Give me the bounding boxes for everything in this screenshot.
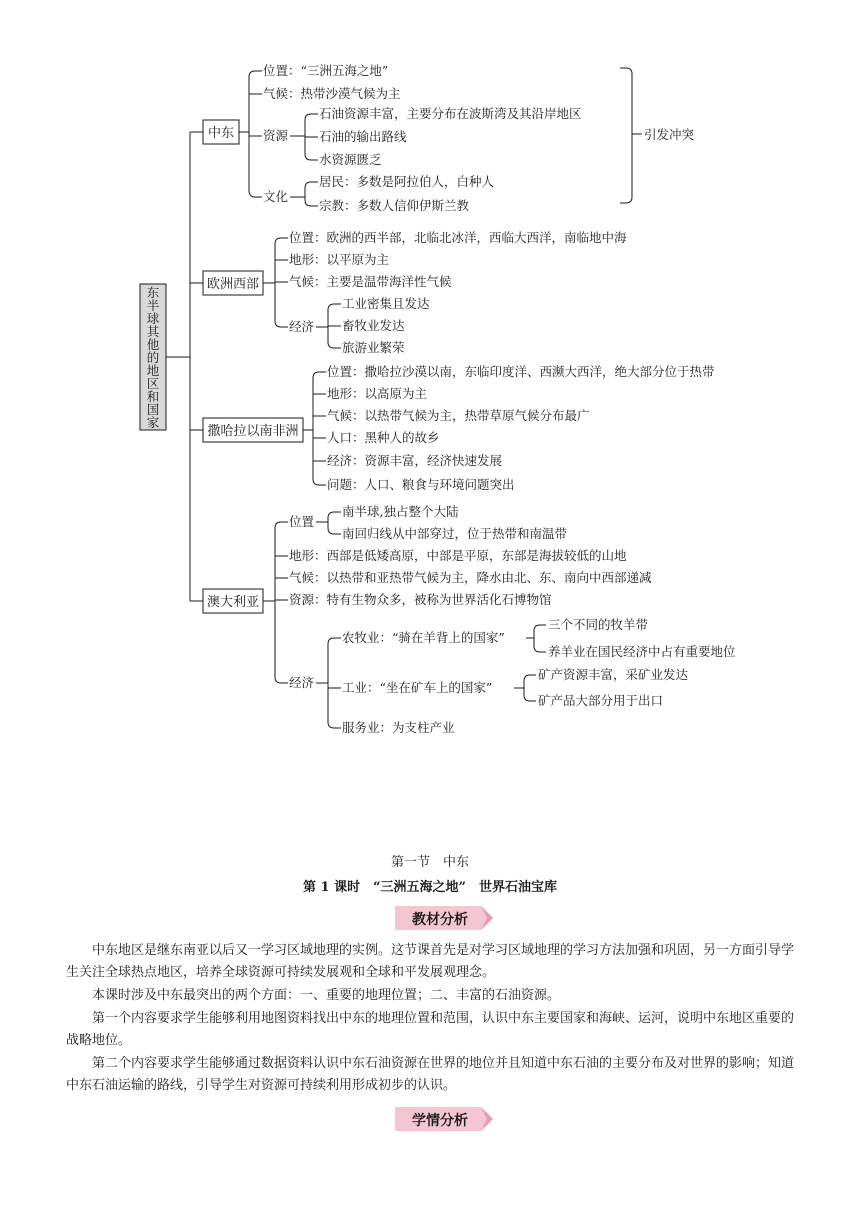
western-europe-economy-2: 畜牧业发达 [342, 318, 405, 333]
middle-east-resource-2: 石油的输出路线 [319, 129, 407, 144]
svg-text:家: 家 [146, 415, 160, 430]
australia-agriculture-item-2: 养羊业在国民经济中占有重要地位 [548, 644, 736, 659]
sub-saharan-item-1: 位置：撒哈拉沙漠以南，东临印度洋、西濒大西洋，绝大部分位于热带 [327, 364, 715, 379]
middle-east-resource-3: 水资源匮乏 [319, 152, 382, 167]
svg-text:东: 东 [146, 285, 160, 300]
paragraph-4: 第二个内容要求学生能够通过数据资料认识中东石油资源在世界的地位并且知道中东石油的主要分布及对世界的影响；知道中东石油运输的路线，引导学生对资源可持续利用形成初步的认识。 [66, 1056, 795, 1093]
svg-text:半: 半 [146, 298, 160, 313]
students-badge [395, 1107, 495, 1131]
paragraph-3: 第一个内容要求学生能够利用地图资料找出中东的地理位置和范围，认识中东主要国家和海峡、运河，说明中东地区重要的战略地位。 [66, 1011, 795, 1048]
middle-east-conflict: 引发冲突 [644, 127, 695, 142]
sub-saharan-item-6: 问题：人口、粮食与环境问题突出 [327, 477, 515, 492]
australia-industry-item-2: 矿产品大部分用于出口 [538, 693, 664, 708]
branch-middle-east [203, 63, 695, 213]
western-europe-economy-label: 经济 [289, 319, 315, 334]
mindmap-root-label [147, 285, 160, 430]
western-europe-economy-1: 工业密集且发达 [342, 296, 430, 311]
branch-western-europe [203, 230, 627, 355]
middle-east-culture-label: 文化 [263, 189, 289, 204]
australia-terrain: 地形：西部是低矮高原，中部是平原，东部是海拔较低的山地 [289, 548, 627, 563]
australia-agriculture-item-1: 三个不同的牧羊带 [548, 617, 649, 632]
western-europe-economy-3: 旅游业繁荣 [342, 340, 405, 355]
sub-saharan-label: 撒哈拉以南非洲 [207, 424, 299, 439]
middle-east-resources-label: 资源 [263, 128, 289, 143]
middle-east-climate: 气候：热带沙漠气候为主 [263, 86, 401, 101]
svg-text:其: 其 [146, 324, 160, 339]
australia-location-label: 位置 [289, 514, 315, 529]
paragraph-2: 本课时涉及中东最突出的两个方面：一、重要的地理位置；二、丰富的石油资源。 [92, 988, 561, 1003]
lesson-title: 第 1 课时 “三洲五海之地” 世界石油宝库 [302, 880, 558, 895]
australia-economy-label: 经济 [289, 675, 315, 690]
paragraph-1: 中东地区是继东南亚以后又一学习区域地理的实例。这节课首先是对学习区域地理的学习方法加强和巩固，另一方面引导学生关注全球热点地区，培养全球资源可持续发展观和全球和平发展观理念。 [66, 943, 795, 980]
australia-industry: 工业：“坐在矿车上的国家” [342, 680, 493, 695]
students-badge-label: 学情分析 [412, 1113, 468, 1129]
analysis-badge-label: 教材分析 [412, 912, 468, 928]
sub-saharan-item-2: 地形：以高原为主 [327, 386, 428, 401]
middle-east-location: 位置：“三洲五海之地” [263, 63, 389, 78]
middle-east-culture-2: 宗教：多数人信仰伊斯兰教 [319, 198, 470, 213]
svg-text:球: 球 [146, 311, 160, 326]
australia-location-2: 南回归线从中部穿过，位于热带和南温带 [342, 526, 568, 541]
branch-australia [203, 504, 736, 735]
middle-east-label: 中东 [207, 126, 235, 141]
svg-text:和: 和 [146, 389, 160, 404]
sub-saharan-item-4: 人口：黑种人的故乡 [327, 430, 440, 445]
australia-service: 服务业：为支柱产业 [342, 720, 455, 735]
svg-text:的: 的 [146, 350, 160, 365]
svg-text:他: 他 [146, 337, 160, 352]
svg-text:国: 国 [146, 402, 160, 417]
western-europe-location: 位置：欧洲的西半部，北临北冰洋，西临大西洋，南临地中海 [289, 230, 627, 245]
australia-label: 澳大利亚 [206, 595, 260, 610]
middle-east-culture-1: 居民：多数是阿拉伯人，白种人 [319, 174, 495, 189]
western-europe-climate: 气候：主要是温带海洋性气候 [289, 274, 452, 289]
svg-text:区: 区 [146, 376, 160, 391]
sub-saharan-item-3: 气候：以热带气候为主，热带草原气候分布最广 [327, 408, 590, 423]
australia-location-1: 南半球,独占整个大陆 [342, 504, 459, 519]
section-title: 第一节 中东 [390, 855, 469, 870]
sub-saharan-item-5: 经济：资源丰富，经济快速发展 [327, 453, 503, 468]
branch-sub-saharan-africa [203, 364, 715, 492]
svg-text:地: 地 [146, 363, 160, 378]
western-europe-terrain: 地形：以平原为主 [289, 252, 390, 267]
western-europe-label: 欧洲西部 [206, 277, 260, 292]
australia-resources: 资源：特有生物众多，被称为世界活化石博物馆 [289, 592, 552, 607]
australia-agriculture: 农牧业：“骑在羊背上的国家” [342, 630, 505, 645]
australia-climate: 气候：以热带和亚热带气候为主，降水由北、东、南向中西部递减 [289, 570, 652, 585]
middle-east-resource-1: 石油资源丰富，主要分布在波斯湾及其沿岸地区 [319, 106, 582, 121]
analysis-badge [395, 906, 495, 930]
australia-industry-item-1: 矿产资源丰富，采矿业发达 [538, 667, 689, 682]
